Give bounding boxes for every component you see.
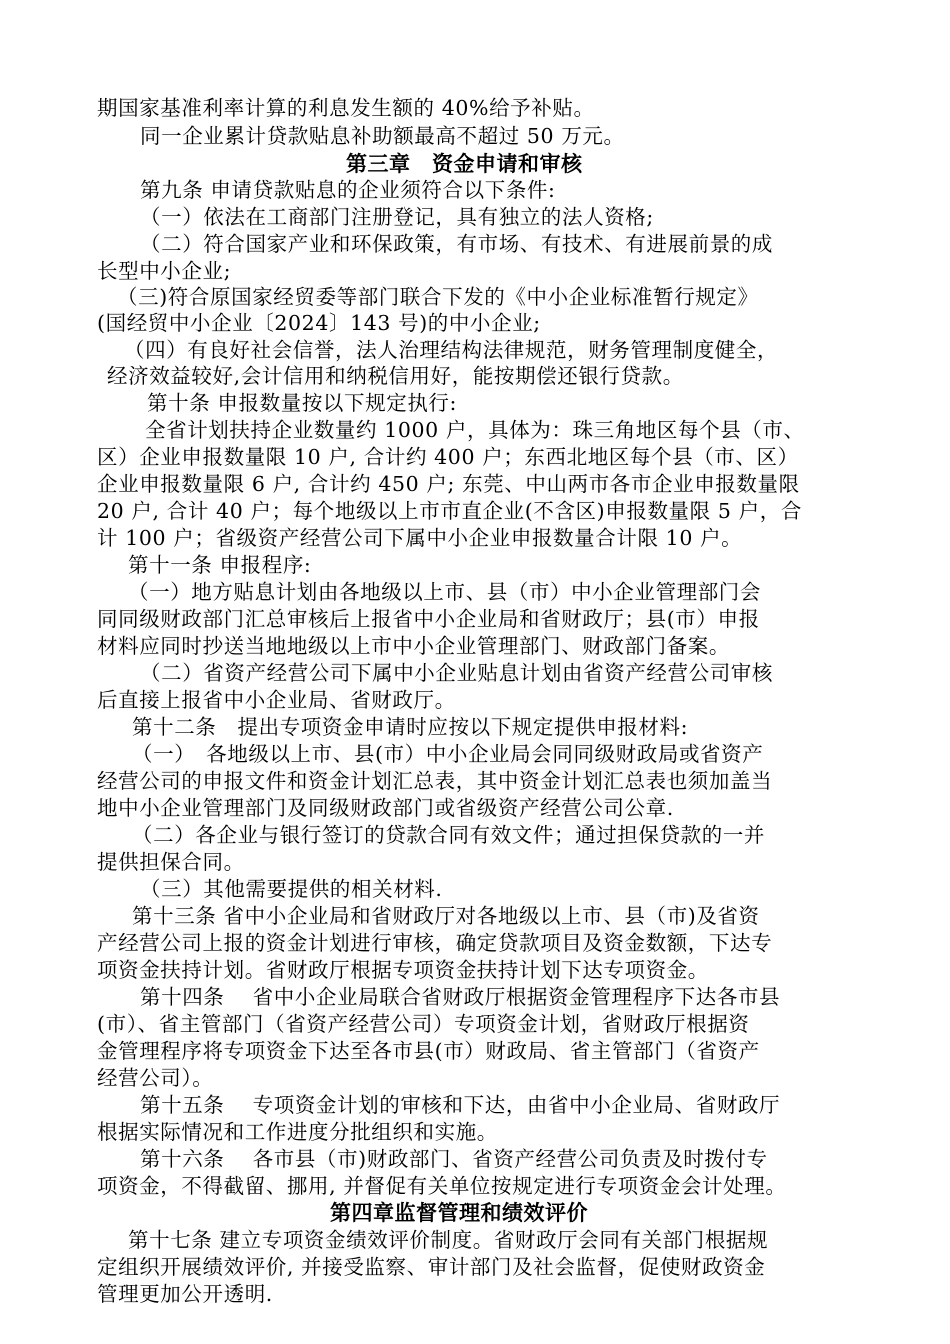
text-line: 第十二条 提出专项资金申请时应按以下规定提供申报材料: (132, 715, 689, 739)
chapter-heading: 第四章监督管理和绩效评价 (330, 1201, 588, 1225)
text-line: 后直接上报省中小企业局、省财政厅。 (97, 688, 456, 712)
text-line: 计 100 户；省级资产经营公司下属中小企业申报数量合计限 10 户。 (97, 526, 743, 550)
text-line: （一）依法在工商部门注册登记，具有独立的法人资格; (140, 205, 654, 229)
text-line: 材料应同时抄送当地地级以上市中小企业管理部门、财政部门备案。 (97, 634, 730, 658)
text-line: 第十三条 省中小企业局和省财政厅对各地级以上市、县（市)及省资 (132, 904, 760, 928)
text-line: 区）企业申报数量限 10 户, 合计约 400 户；东西北地区每个县（市、区） (97, 445, 799, 469)
text-line: (国经贸中小企业〔2024〕143 号)的中小企业; (97, 311, 541, 335)
text-line: 同同级财政部门汇总审核后上报省中小企业局和省财政厅；县(市）申报 (97, 607, 760, 631)
text-line: 管理更加公开透明. (97, 1282, 273, 1306)
text-line: 产经营公司上报的资金计划进行审核，确定贷款项目及资金数额，下达专 (97, 931, 773, 955)
text-line: 20 户, 合计 40 户；每个地级以上市市直企业(不含区)申报数量限 5 户，合 (97, 499, 802, 523)
text-line: 地中小企业管理部门及同级财政部门或省级资产经营公司公章. (97, 796, 674, 820)
text-line: 长型中小企业; (97, 259, 232, 283)
text-line: （一） 各地级以上市、县(市）中小企业局会同同级财政局或省资产 (132, 742, 764, 766)
text-line: 全省计划扶持企业数量约 1000 户，具体为：珠三角地区每个县（市、 (145, 418, 805, 442)
text-line: 根据实际情况和工作进度分批组织和实施。 (97, 1120, 498, 1144)
chapter-heading: 第三章 资金申请和审核 (346, 152, 583, 176)
text-line: 第十一条 申报程序: (128, 553, 312, 577)
text-line: 第十条 申报数量按以下规定执行: (147, 391, 458, 415)
text-line: 同一企业累计贷款贴息补助额最高不超过 50 万元。 (140, 124, 625, 148)
text-line: （二）各企业与银行签订的贷款合同有效文件；通过担保贷款的一并 (132, 823, 765, 847)
text-line: 提供担保合同。 (97, 850, 245, 874)
text-line: （三）其他需要提供的相关材料. (140, 877, 443, 901)
text-line: （三)符合原国家经贸委等部门联合下发的《中小企业标准暂行规定》 (117, 285, 759, 309)
text-line: 定组织开展绩效评价, 并接受监察、审计部门及社会监督，促使财政资金 (97, 1255, 766, 1279)
text-line: 项资金，不得截留、挪用, 并督促有关单位按规定进行专项资金会计处理。 (97, 1174, 787, 1198)
text-line: (市）、省主管部门（省资产经营公司）专项资金计划，省财政厅根据资 (97, 1012, 750, 1036)
text-line: 第九条 申请贷款贴息的企业须符合以下条件: (140, 178, 556, 202)
text-line: 第十七条 建立专项资金绩效评价制度。省财政厅会同有关部门根据规 (128, 1228, 769, 1252)
text-line: 第十五条 专项资金计划的审核和下达，由省中小企业局、省财政厅 (140, 1093, 781, 1117)
text-line: （二）省资产经营公司下属中小企业贴息计划由省资产经营公司审核 (140, 661, 773, 685)
text-line: 期国家基准利率计算的利息发生额的 40%给予补贴。 (97, 96, 595, 120)
text-line: 项资金扶持计划。省财政厅根据专项资金扶持计划下达专项资金。 (97, 958, 709, 982)
text-line: （一）地方贴息计划由各地级以上市、县（市）中小企业管理部门会 (128, 580, 761, 604)
text-line: 第十六条 各市县（市)财政部门、省资产经营公司负责及时拨付专 (140, 1147, 768, 1171)
text-line: 企业申报数量限 6 户, 合计约 450 户; 东莞、中山两市各市企业申报数量限 (97, 472, 800, 496)
text-line: 第十四条 省中小企业局联合省财政厅根据资金管理程序下达各市县 (140, 985, 781, 1009)
text-line: 经营公司）。 (97, 1066, 214, 1090)
text-line: （四）有良好社会信誉，法人治理结构法律规范，财务管理制度健全， (124, 338, 779, 362)
text-line: （二）符合国家产业和环保政策，有市场、有技术、有进展前景的成 (140, 232, 773, 256)
text-line: 金管理程序将专项资金下达至各市县(市）财政局、省主管部门（省资产 (97, 1039, 760, 1063)
text-line: 经营公司的申报文件和资金计划汇总表，其中资金计划汇总表也须加盖当 (97, 769, 773, 793)
text-line: 经济效益较好,会计信用和纳税信用好，能按期偿还银行贷款。 (107, 364, 684, 388)
